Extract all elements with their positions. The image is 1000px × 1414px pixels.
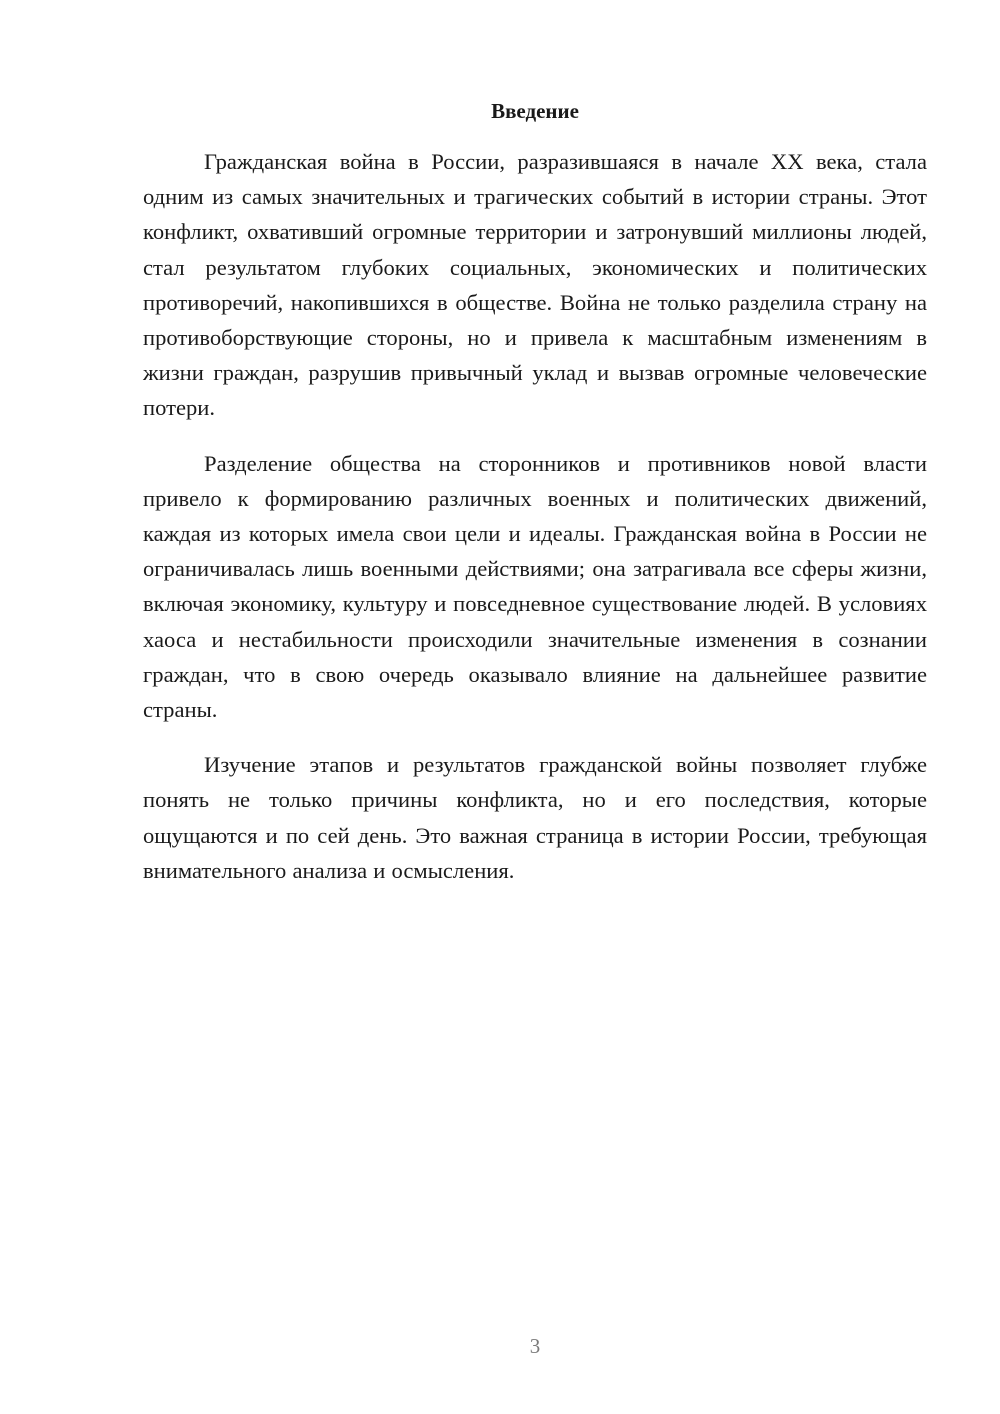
paragraph-2: Разделение общества на сторонников и противников новой власти привело к формированию различных военных и политических движений, каждая из которых имела свои цели и идеалы. Гражданская война в России не ограничивалась лишь военными действиями; она затрагивала все сферы жизни, включая экономику, культуру и повседневное существование людей. В условиях хаоса и нестабильности происходили значительные изменения в сознании граждан, что в свою очередь оказывало влияние на дальнейшее развитие страны.	[143, 450, 927, 723]
paragraph-3: Изучение этапов и результатов гражданской войны позволяет глубже понять не только причины конфликта, но и его последствия, которые ощущаются и по сей день. Это важная страница в истории России, требующая внимательного анализа и осмысления.	[143, 752, 927, 883]
body-text	[143, 144, 927, 908]
paragraph-1: Гражданская война в России, разразившаяся в начале XX века, стала одним из самых значительных и трагических событий в истории страны. Этот конфликт, охвативший огромные территории и затронувший миллионы людей, стал результатом глубоких социальных, экономических и политических противоречий, накопившихся в обществе. Война не только разделила страну на противоборствующие стороны, но и привела к масштабным изменениям в жизни граждан, разрушив привычный уклад и вызвав огромные человеческие потери.	[143, 149, 927, 421]
section-title: Введение	[491, 99, 579, 123]
page-number: 3	[529, 1334, 541, 1358]
